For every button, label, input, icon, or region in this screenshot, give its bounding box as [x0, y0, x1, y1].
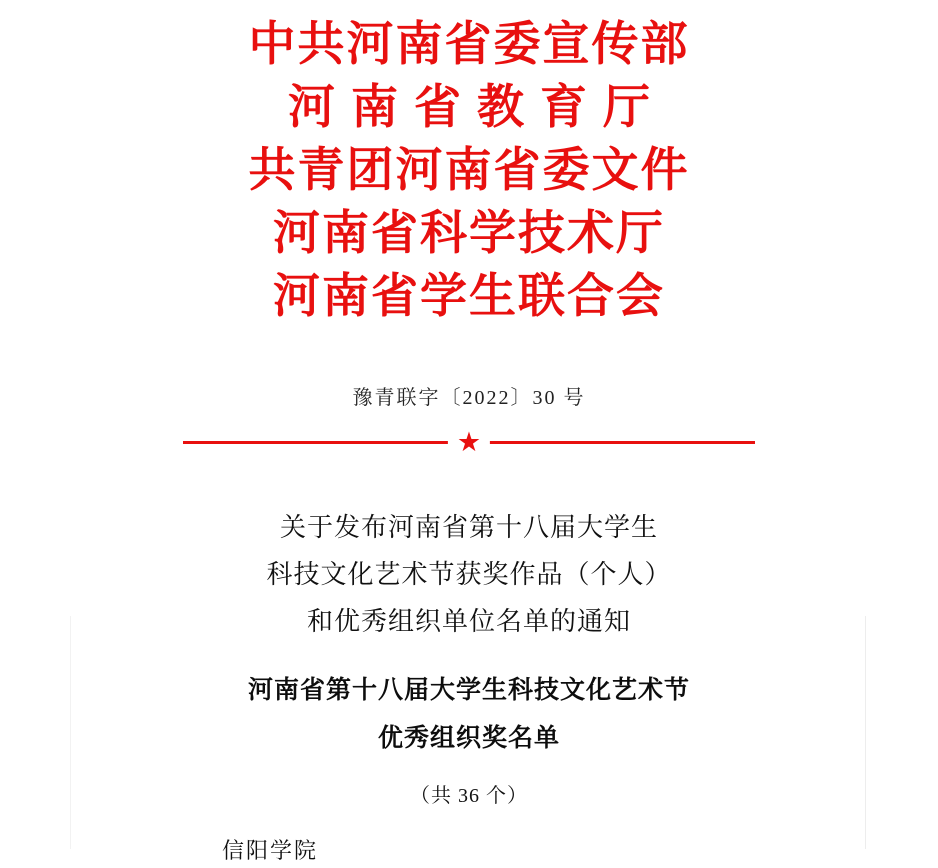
document-title — [0, 504, 938, 645]
subtitle-line-2: 优秀组织奖名单 — [377, 725, 560, 752]
count-note: （共 36 个） — [410, 785, 528, 807]
star-icon: ★ — [448, 430, 490, 454]
masthead — [0, 0, 938, 329]
red-separator — [0, 427, 938, 457]
award-list — [0, 834, 938, 868]
title-line-2: 科技文化艺术节获奖作品（个人） — [266, 560, 672, 589]
scan-edge-left — [70, 616, 71, 849]
document-subtitle — [0, 667, 938, 763]
masthead-line-1: 中共河南省委宣传部 — [248, 19, 690, 71]
scan-edge-right — [865, 616, 866, 849]
masthead-line-4: 河南省科学技术厅 — [273, 208, 665, 260]
subtitle-line-1: 河南省第十八届大学生科技文化艺术节 — [247, 677, 690, 704]
masthead-line-3: 共青团河南省委文件 — [248, 145, 690, 197]
masthead-line-2: 河南省教育厅 — [288, 82, 666, 134]
masthead-line-5: 河南省学生联合会 — [273, 271, 665, 323]
list-item: 信阳学院 — [222, 838, 319, 863]
title-line-1: 关于发布河南省第十八届大学生 — [279, 513, 658, 542]
document-number: 豫青联字〔2022〕30 号 — [352, 387, 586, 409]
title-line-3: 和优秀组织单位名单的通知 — [306, 607, 631, 636]
